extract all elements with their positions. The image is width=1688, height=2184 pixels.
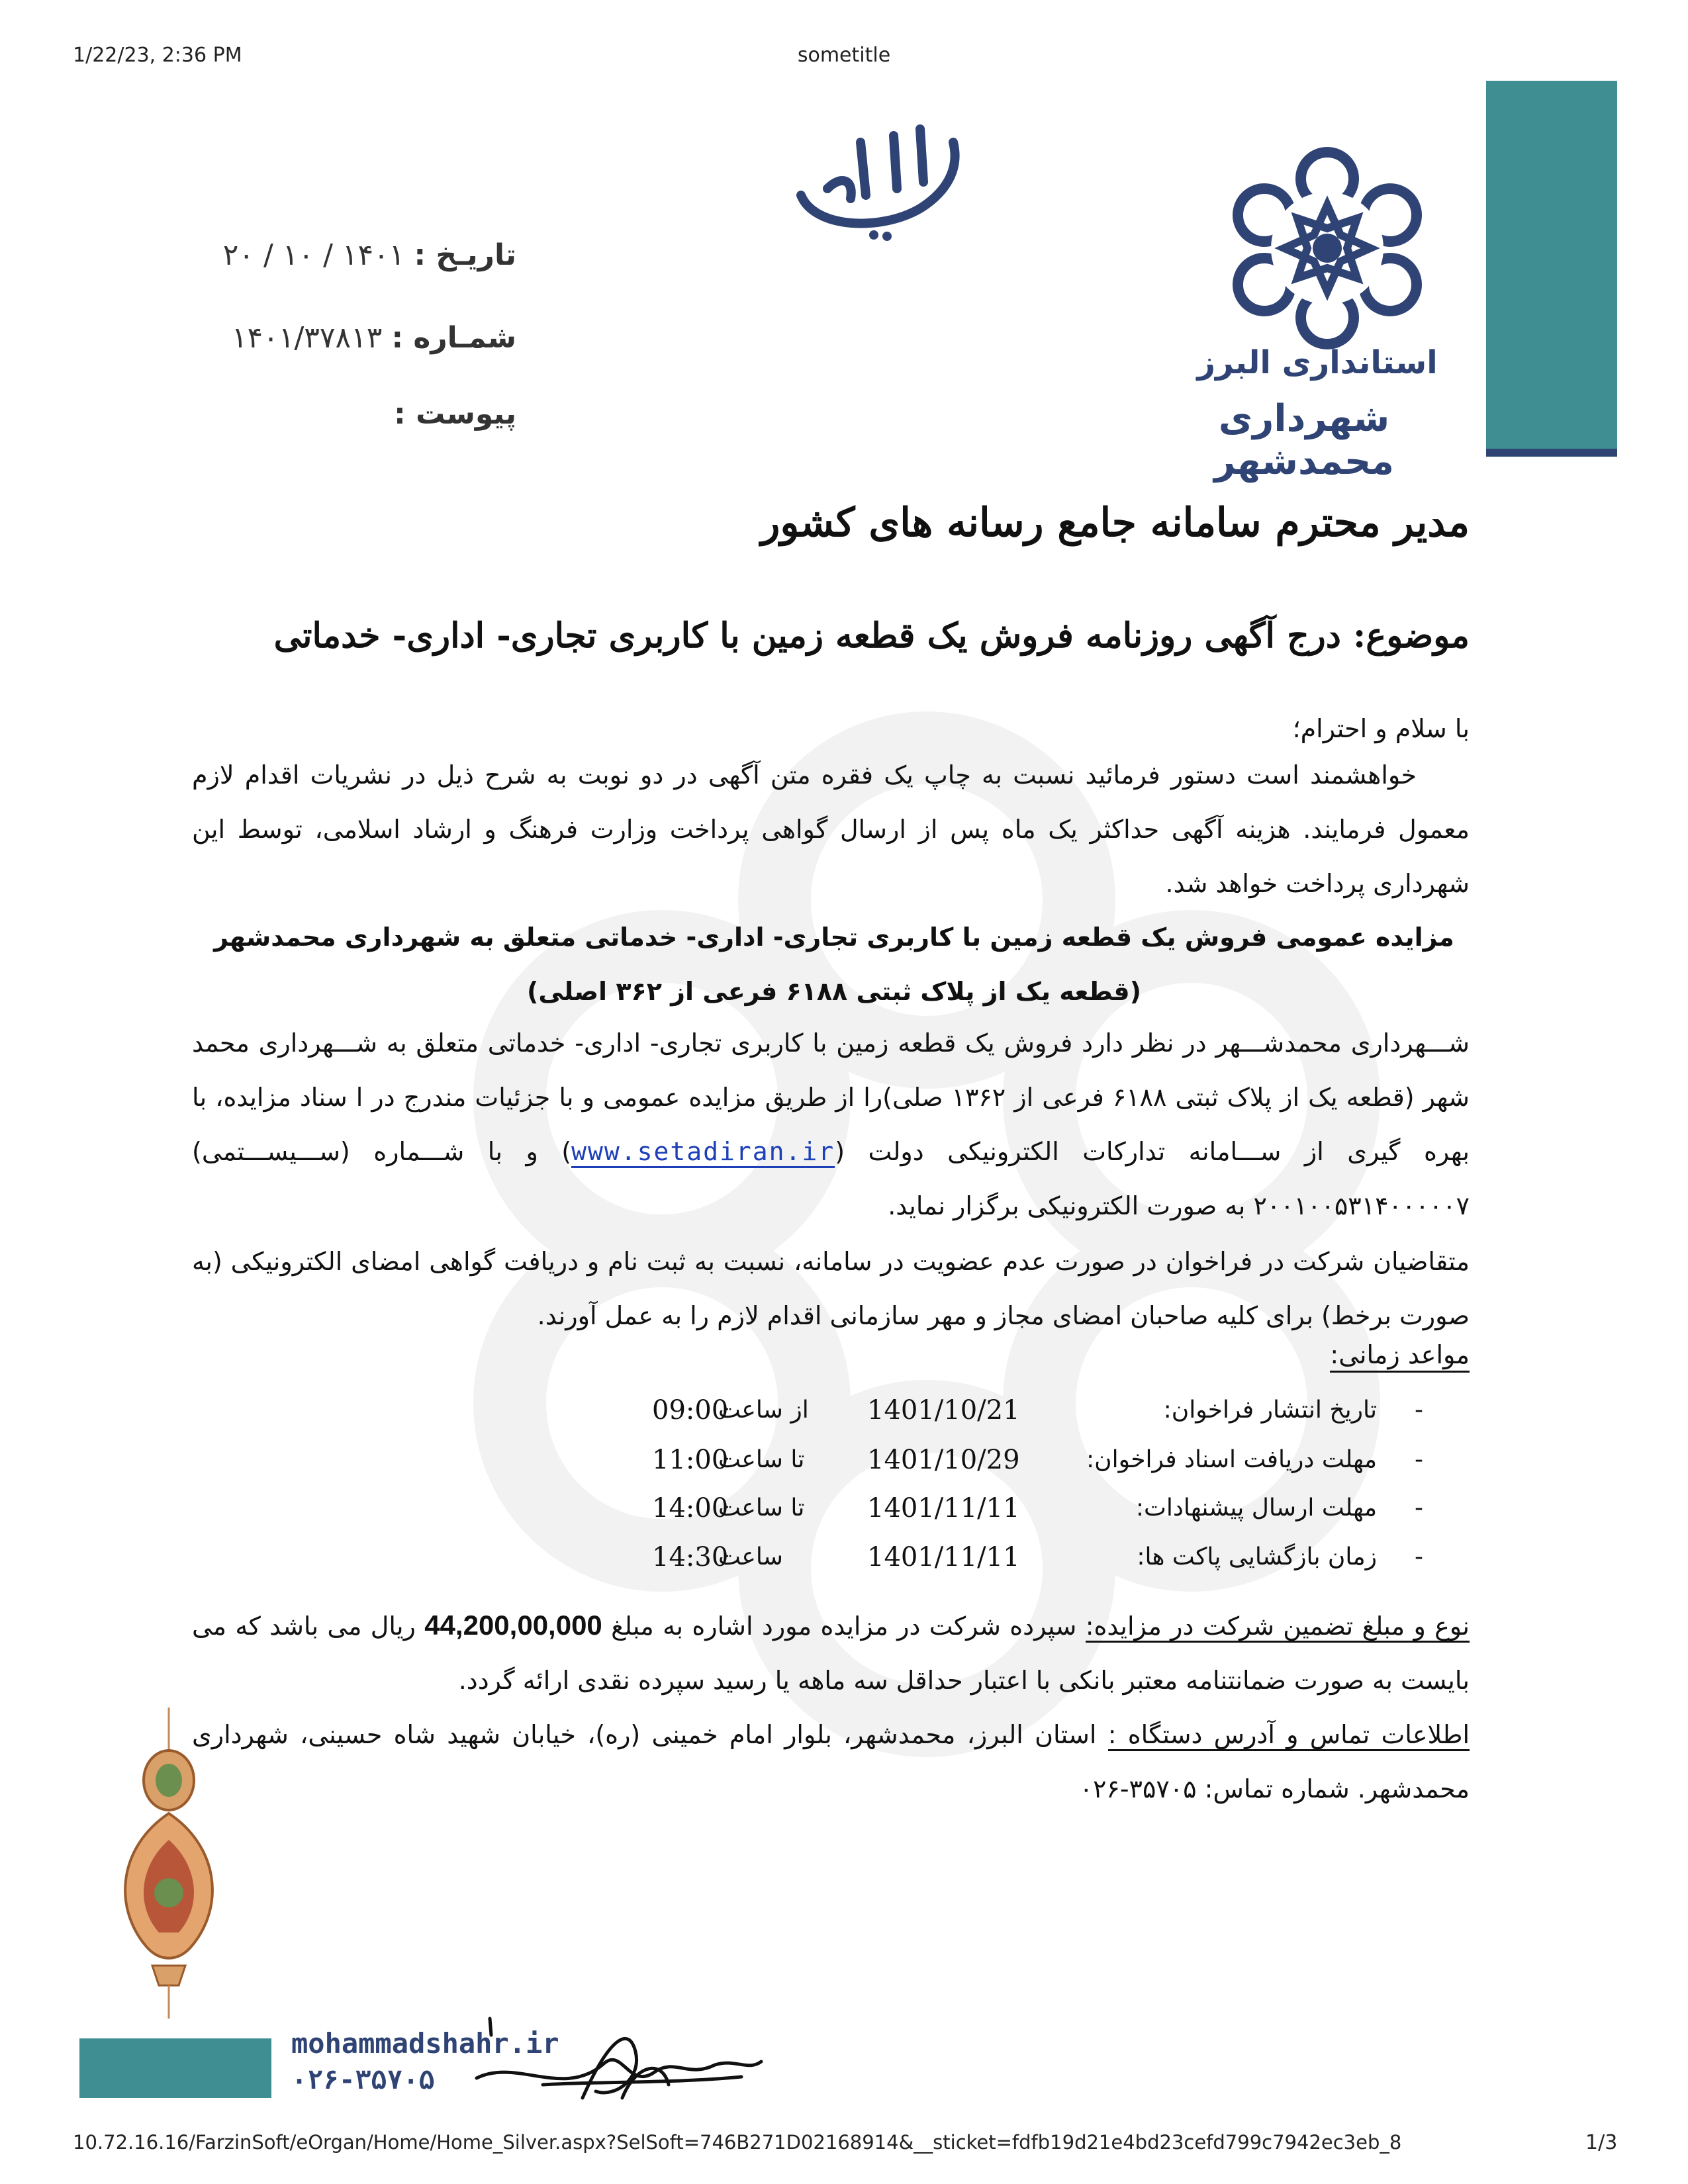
schedule-time-prefix: ساعت [718, 1543, 783, 1570]
schedule-row [616, 1446, 1423, 1495]
letter-date [165, 238, 516, 272]
municipality-logo-icon [1211, 142, 1443, 354]
print-page-number: 1/3 [1585, 2131, 1618, 2154]
schedule-date: 1401/10/29 [867, 1445, 1020, 1475]
contact-label: اطلاعات تماس و آدرس دستگاه : [1108, 1720, 1470, 1751]
print-datetime: 1/22/23, 2:36 PM [73, 44, 242, 67]
decorative-ornament-icon [106, 1707, 232, 2025]
schedule-time-prefix: تا ساعت [718, 1494, 805, 1522]
list-bullet: - [1415, 1494, 1423, 1522]
schedule-time-prefix: از ساعت [718, 1396, 809, 1424]
schedule-time: 11:00 [652, 1445, 729, 1475]
footer-phone: ۰۲۶-۳۵۷۰۵ [291, 2065, 435, 2095]
attachment-label: پیوست : [394, 397, 516, 431]
letter-recipient: مدیر محترم سامانه جامع رسانه های کشور [761, 500, 1470, 546]
date-label: تاریـخ : [414, 238, 516, 272]
schedule-row [616, 1494, 1423, 1543]
guarantee-amount: 44,200,00,000 [424, 1610, 602, 1641]
letter-attachment [371, 397, 516, 431]
date-value: ۱۴۰۱ / ۱۰ / ۲۰ [222, 238, 405, 272]
list-bullet: - [1415, 1446, 1423, 1473]
intro-paragraph: خواهشمند است دستور فرمائید نسبت به چاپ یک فقره متن آگهی در دو نوبت به شرح ذیل در نشریات اقدام لازم معمول فرمایند. هزینه آگهی حداکثر یک ماه پس از ارسال گواهی پرداخت وزارت فرهنگ و ارشاد اسلامی، توسط این شهرداری پرداخت خواهد شد. [192, 760, 1470, 898]
schedule-time: 14:30 [652, 1542, 729, 1572]
contact-paragraph [192, 1707, 1470, 1816]
description-text-start: شـــهرداری محمدشـــهر در نظر دارد فروش یک قطعه زمین با کاربری تجاری- اداری- خدماتی متعلق به شـــهرداری محمد شهر (قطعه یک از پلاک ثبتی ۶۱۸۸ فرعی از ۱۳۶۲ صلی)را از طریق مزایده عمومی و با جزئیات مندرج در ا سناد مزایده، با بهره گیری از ســـامانه تدارکات الکترونیکی دولت ( [192, 1028, 1470, 1166]
schedule-label: تاریخ انتشار فراخوان: [1163, 1396, 1377, 1424]
announcement-title: مزایده عمومی فروش یک قطعه زمین با کاربری تجاری- اداری- خدماتی متعلق به شهرداری محمدشهر (قطعه یک از پلاک ثبتی ۶۱۸۸ فرعی از ۳۶۲ اصلی) [214, 923, 1454, 1006]
list-bullet: - [1415, 1543, 1423, 1570]
letter-subject: موضوع: درج آگهی روزنامه فروش یک قطعه زمین با کاربری تجاری- اداری- خدماتی [273, 615, 1470, 656]
footer-teal-bar [79, 2038, 271, 2098]
greeting: با سلام و احترام؛ [1292, 714, 1470, 743]
setadiran-link[interactable]: www.setadiran.ir [571, 1137, 835, 1168]
footer-website: mohammadshahr.ir [291, 2027, 559, 2060]
schedule-label: مهلت دریافت اسناد فراخوان: [1086, 1446, 1377, 1473]
number-label: شمـاره : [391, 321, 516, 355]
schedule-row [616, 1543, 1423, 1592]
schedule-label: مهلت ارسال پیشنهادات: [1135, 1494, 1377, 1522]
deadlines-heading: مواعد زمانی: [1330, 1340, 1470, 1373]
number-value: ۱۴۰۱/۳۷۸۱۳ [231, 321, 383, 355]
schedule-time-prefix: تا ساعت [718, 1446, 805, 1473]
list-bullet: - [1415, 1396, 1423, 1424]
letterhead-bar-underline [1486, 449, 1617, 457]
schedule-time: 09:00 [652, 1395, 729, 1426]
calligraphy-emblem [788, 116, 980, 248]
schedule-date: 1401/11/11 [867, 1542, 1020, 1572]
province-name: استانداری البرز [1197, 344, 1438, 381]
guarantee-text-end: ریال می باشد که می بایست به صورت ضمانتنامه معتبر بانکی با اعتبار حداقل سه ماهه یا رسید سپرده نقدی ارائه گردد. [192, 1612, 1470, 1695]
contact-text: استان البرز، محمدشهر، بلوار امام خمینی (ره)، خیابان شهید شاه حسینی، شهرداری محمدشهر. شماره تماس: ۳۵۷۰۵-۰۲۶ [192, 1720, 1470, 1803]
auction-description [192, 1016, 1470, 1233]
print-url: 10.72.16.16/FarzinSoft/eOrgan/Home/Home_Silver.aspx?SelSoft=746B271D02168914&__sticket=fdfb19d21e4bd23cefd799c7942ec3eb_8 [73, 2131, 1402, 2154]
participants-note: متقاضیان شرکت در فراخوان در صورت عدم عضویت در سامانه، نسبت به ثبت نام و دریافت گواهی امضای الکترونیکی (به صورت برخط) برای کلیه صاحبان امضای مجاز و مهر سازمانی اقدام لازم را به عمل آورند. [192, 1247, 1470, 1330]
guarantee-label: نوع و مبلغ تضمین شرکت در مزایده: [1086, 1612, 1470, 1643]
municipality-name: شهرداری محمدشهر [1214, 397, 1394, 483]
guarantee-paragraph [192, 1598, 1470, 1707]
description-text-end: ) و با شـــماره (ســـیســـتمی) ۲۰۰۱۰۰۵۳۱۴۰۰۰۰۰۷ به صورت الکترونیکی برگزار نماید. [192, 1137, 1470, 1220]
schedule-row [616, 1396, 1423, 1445]
schedule-date: 1401/11/11 [867, 1493, 1020, 1524]
letterhead-teal-bar [1486, 81, 1617, 453]
schedule-label: زمان بازگشایی پاکت ها: [1137, 1543, 1377, 1570]
letter-number [172, 321, 516, 355]
guarantee-text: سپرده شرکت در مزایده مورد اشاره به مبلغ [602, 1612, 1086, 1641]
schedule-date: 1401/10/21 [867, 1395, 1020, 1426]
handwritten-signature [463, 1999, 768, 2111]
schedule-time: 14:00 [652, 1493, 729, 1524]
print-page-title: sometitle [797, 44, 891, 67]
